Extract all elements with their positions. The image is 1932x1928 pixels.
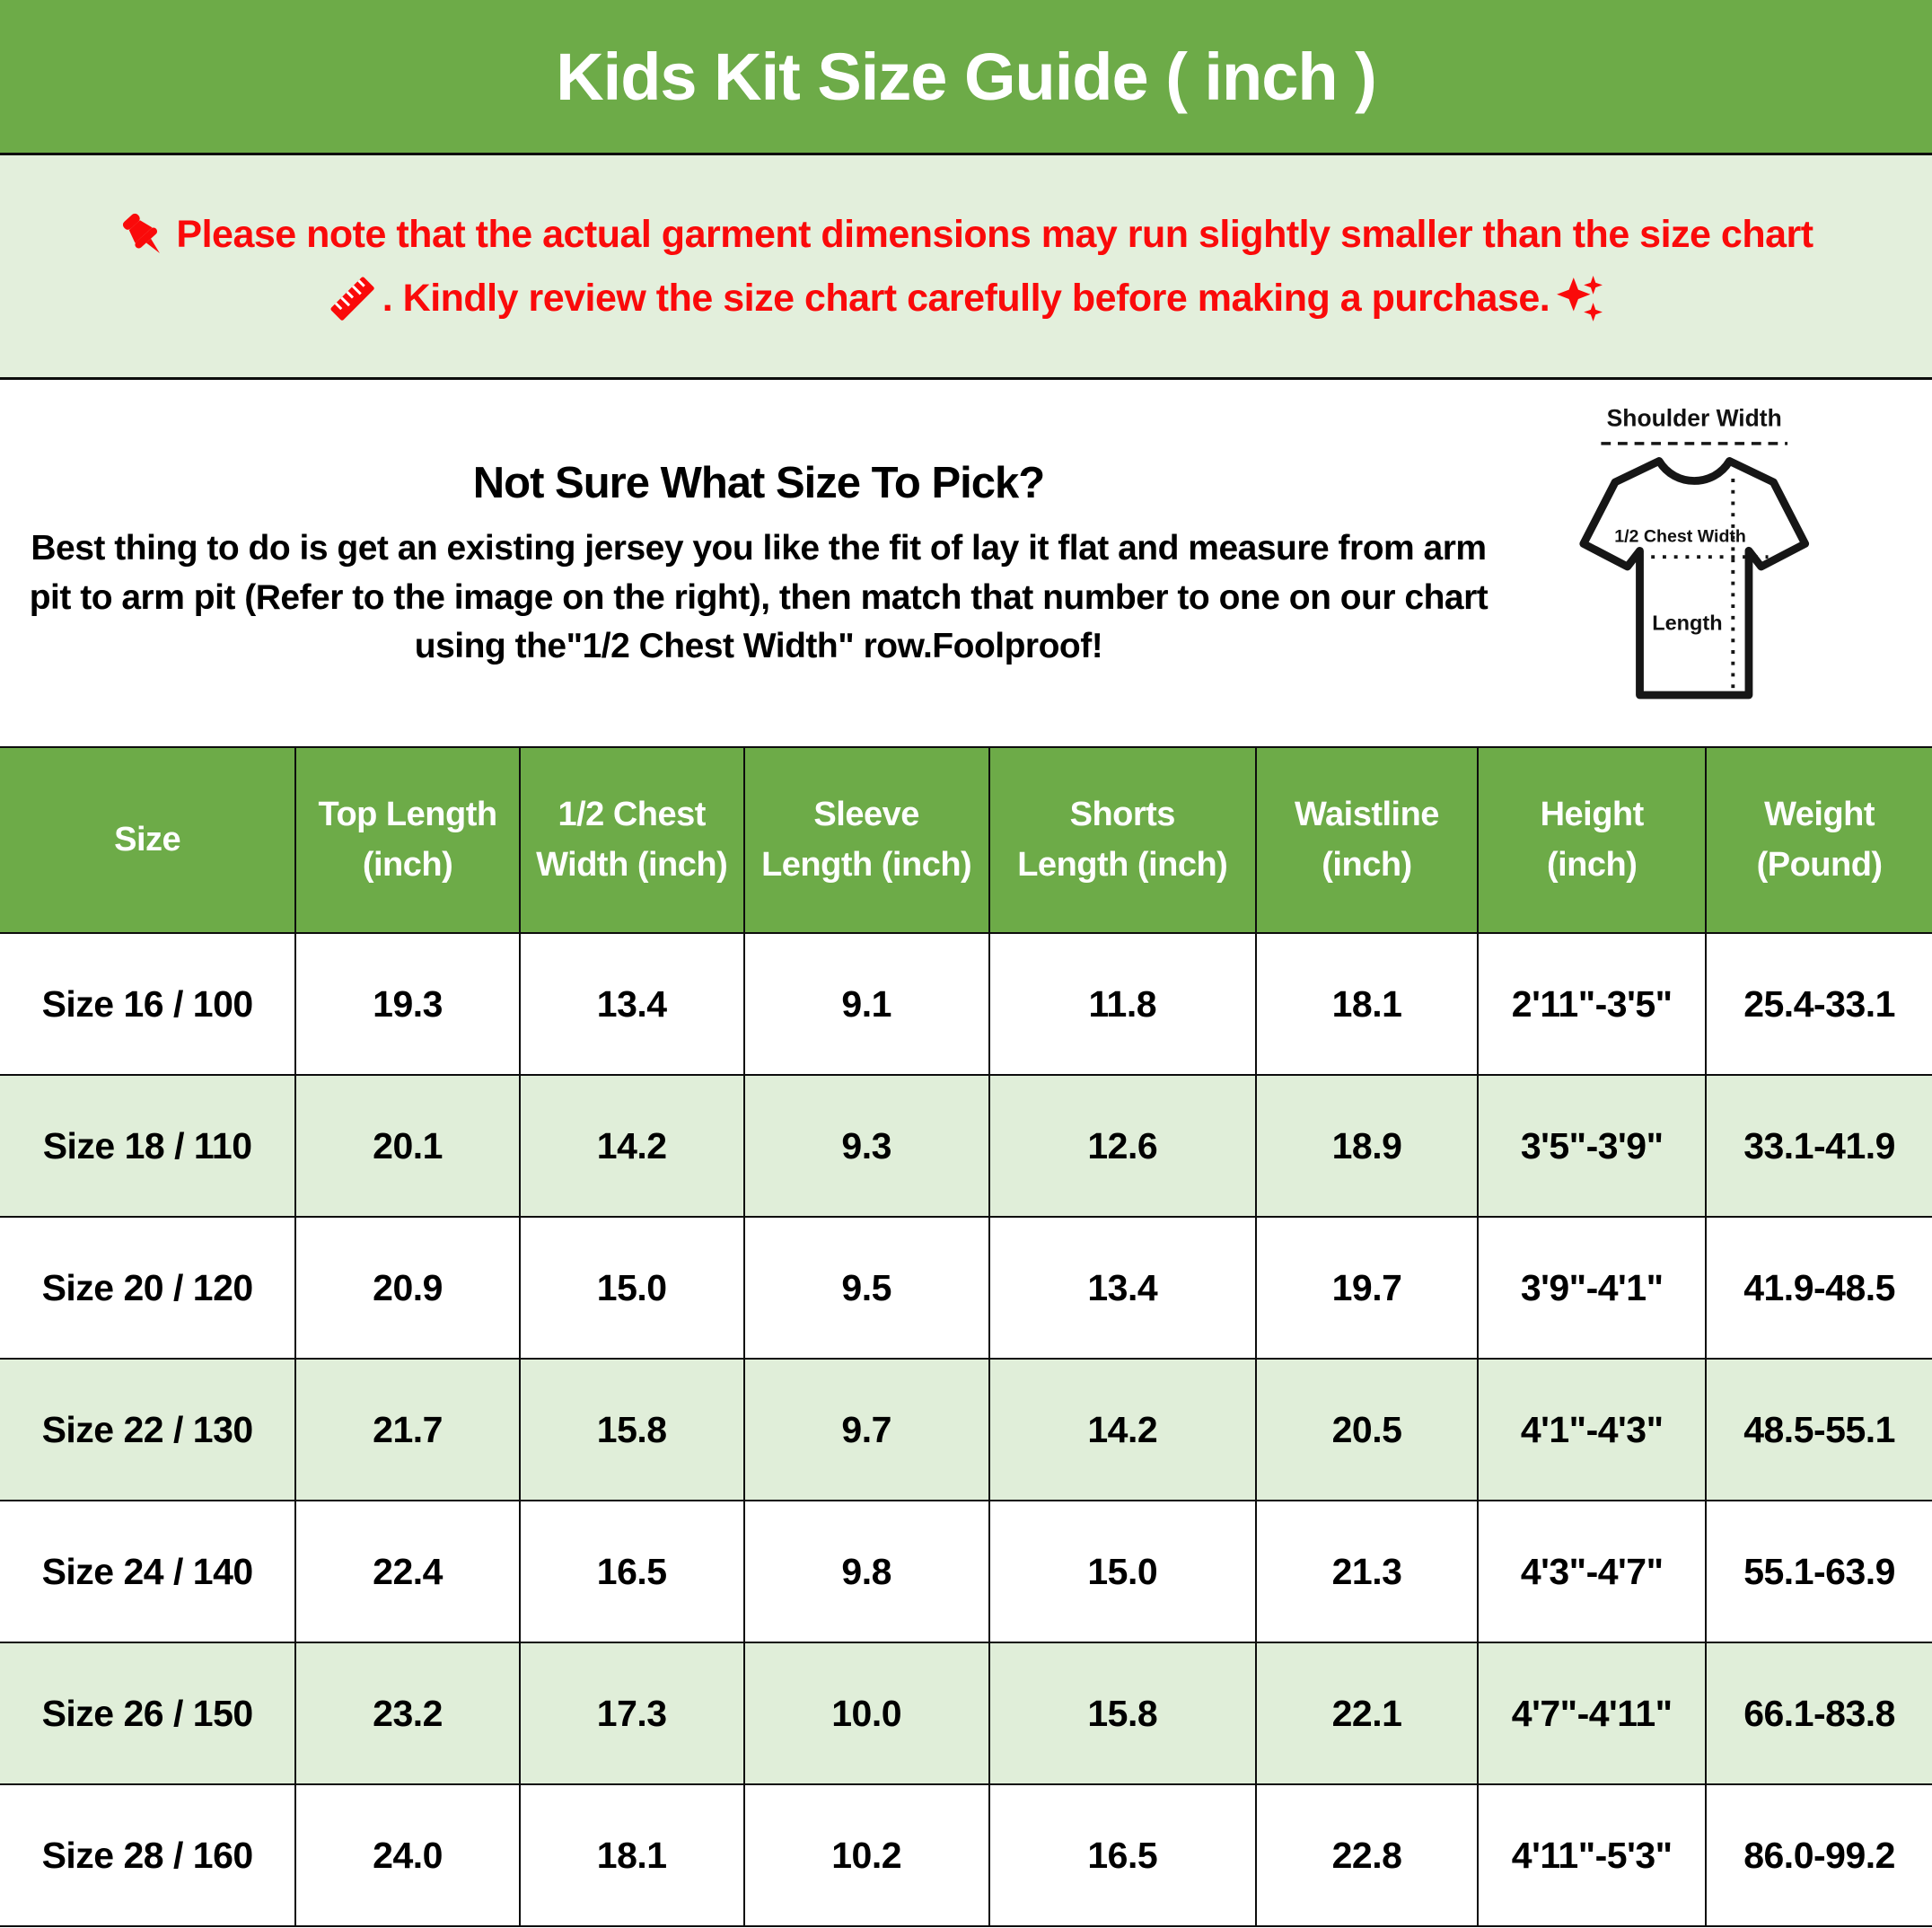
size-cell: Size 18 / 110 bbox=[0, 1075, 295, 1217]
value-cell: 19.3 bbox=[295, 933, 520, 1075]
value-cell: 9.5 bbox=[744, 1217, 989, 1359]
size-help-text bbox=[0, 380, 1517, 746]
tshirt-measurement-diagram bbox=[1566, 394, 1928, 737]
value-cell: 21.7 bbox=[295, 1359, 520, 1501]
size-cell: Size 24 / 140 bbox=[0, 1501, 295, 1642]
value-cell: 66.1-83.8 bbox=[1706, 1642, 1932, 1784]
value-cell: 14.2 bbox=[520, 1075, 744, 1217]
notice-band bbox=[0, 155, 1932, 380]
size-cell: Size 20 / 120 bbox=[0, 1217, 295, 1359]
size-help-line-3: using the"1/2 Chest Width" row.Foolproof! bbox=[414, 627, 1103, 666]
tshirt-outline bbox=[1584, 461, 1805, 695]
value-cell: 3'9"-4'1" bbox=[1478, 1217, 1706, 1359]
value-cell: 21.3 bbox=[1256, 1501, 1478, 1642]
value-cell: 12.6 bbox=[989, 1075, 1256, 1217]
notice-line-2 bbox=[329, 275, 1603, 323]
value-cell: 9.3 bbox=[744, 1075, 989, 1217]
value-cell: 25.4-33.1 bbox=[1706, 933, 1932, 1075]
value-cell: 4'7"-4'11" bbox=[1478, 1642, 1706, 1784]
notice-text-1: Please note that the actual garment dimensions may run slightly smaller than the size chart bbox=[176, 213, 1813, 256]
value-cell: 41.9-48.5 bbox=[1706, 1217, 1932, 1359]
value-cell: 15.8 bbox=[989, 1642, 1256, 1784]
value-cell: 48.5-55.1 bbox=[1706, 1359, 1932, 1501]
value-cell: 18.1 bbox=[1256, 933, 1478, 1075]
column-header: Size bbox=[0, 747, 295, 933]
value-cell: 10.2 bbox=[744, 1784, 989, 1926]
notice-text-2: . Kindly review the size chart carefully before making a purchase. bbox=[382, 277, 1550, 320]
value-cell: 20.5 bbox=[1256, 1359, 1478, 1501]
ruler-icon bbox=[329, 275, 377, 323]
sparkles-icon bbox=[1555, 275, 1603, 323]
shoulder-width-label: Shoulder Width bbox=[1606, 404, 1782, 432]
value-cell: 23.2 bbox=[295, 1642, 520, 1784]
column-header: Waistline (inch) bbox=[1256, 747, 1478, 933]
value-cell: 18.1 bbox=[520, 1784, 744, 1926]
value-cell: 16.5 bbox=[520, 1501, 744, 1642]
column-header: Top Length (inch) bbox=[295, 747, 520, 933]
table-row bbox=[0, 1075, 1932, 1217]
page-title: Kids Kit Size Guide ( inch ) bbox=[556, 39, 1376, 114]
value-cell: 86.0-99.2 bbox=[1706, 1784, 1932, 1926]
column-header: Weight (Pound) bbox=[1706, 747, 1932, 933]
value-cell: 15.0 bbox=[520, 1217, 744, 1359]
size-cell: Size 28 / 160 bbox=[0, 1784, 295, 1926]
value-cell: 3'5"-3'9" bbox=[1478, 1075, 1706, 1217]
value-cell: 15.8 bbox=[520, 1359, 744, 1501]
value-cell: 20.9 bbox=[295, 1217, 520, 1359]
column-header: 1/2 Chest Width (inch) bbox=[520, 747, 744, 933]
size-help-section bbox=[0, 380, 1932, 746]
value-cell: 33.1-41.9 bbox=[1706, 1075, 1932, 1217]
value-cell: 4'11"-5'3" bbox=[1478, 1784, 1706, 1926]
value-cell: 9.8 bbox=[744, 1501, 989, 1642]
pushpin-icon bbox=[119, 210, 169, 260]
size-help-line-1: Best thing to do is get an existing jersey you like the fit of lay it flat and measure from arm bbox=[31, 529, 1487, 568]
value-cell: 13.4 bbox=[520, 933, 744, 1075]
value-cell: 55.1-63.9 bbox=[1706, 1501, 1932, 1642]
size-table bbox=[0, 746, 1932, 1927]
value-cell: 19.7 bbox=[1256, 1217, 1478, 1359]
value-cell: 2'11"-3'5" bbox=[1478, 933, 1706, 1075]
value-cell: 22.1 bbox=[1256, 1642, 1478, 1784]
value-cell: 24.0 bbox=[295, 1784, 520, 1926]
value-cell: 22.8 bbox=[1256, 1784, 1478, 1926]
column-header: Sleeve Length (inch) bbox=[744, 747, 989, 933]
table-row bbox=[0, 1784, 1932, 1926]
table-row bbox=[0, 933, 1932, 1075]
title-bar bbox=[0, 0, 1932, 155]
size-help-line-2: pit to arm pit (Refer to the image on the right), then match that number to one on our chart bbox=[29, 577, 1489, 617]
value-cell: 17.3 bbox=[520, 1642, 744, 1784]
table-row bbox=[0, 1359, 1932, 1501]
value-cell: 4'1"-4'3" bbox=[1478, 1359, 1706, 1501]
value-cell: 15.0 bbox=[989, 1501, 1256, 1642]
value-cell: 16.5 bbox=[989, 1784, 1256, 1926]
size-cell: Size 26 / 150 bbox=[0, 1642, 295, 1784]
size-table-head-row bbox=[0, 747, 1932, 933]
chest-width-label: 1/2 Chest Width bbox=[1614, 526, 1746, 547]
value-cell: 9.1 bbox=[744, 933, 989, 1075]
notice-line-1 bbox=[119, 210, 1813, 260]
size-cell: Size 16 / 100 bbox=[0, 933, 295, 1075]
table-row bbox=[0, 1501, 1932, 1642]
value-cell: 14.2 bbox=[989, 1359, 1256, 1501]
size-table-body bbox=[0, 933, 1932, 1926]
value-cell: 11.8 bbox=[989, 933, 1256, 1075]
table-row bbox=[0, 1642, 1932, 1784]
value-cell: 22.4 bbox=[295, 1501, 520, 1642]
column-header: Shorts Length (inch) bbox=[989, 747, 1256, 933]
value-cell: 13.4 bbox=[989, 1217, 1256, 1359]
value-cell: 20.1 bbox=[295, 1075, 520, 1217]
size-help-heading: Not Sure What Size To Pick? bbox=[472, 459, 1045, 508]
size-cell: Size 22 / 130 bbox=[0, 1359, 295, 1501]
value-cell: 10.0 bbox=[744, 1642, 989, 1784]
column-header: Height (inch) bbox=[1478, 747, 1706, 933]
table-row bbox=[0, 1217, 1932, 1359]
value-cell: 18.9 bbox=[1256, 1075, 1478, 1217]
length-label: Length bbox=[1652, 611, 1723, 635]
value-cell: 4'3"-4'7" bbox=[1478, 1501, 1706, 1642]
value-cell: 9.7 bbox=[744, 1359, 989, 1501]
